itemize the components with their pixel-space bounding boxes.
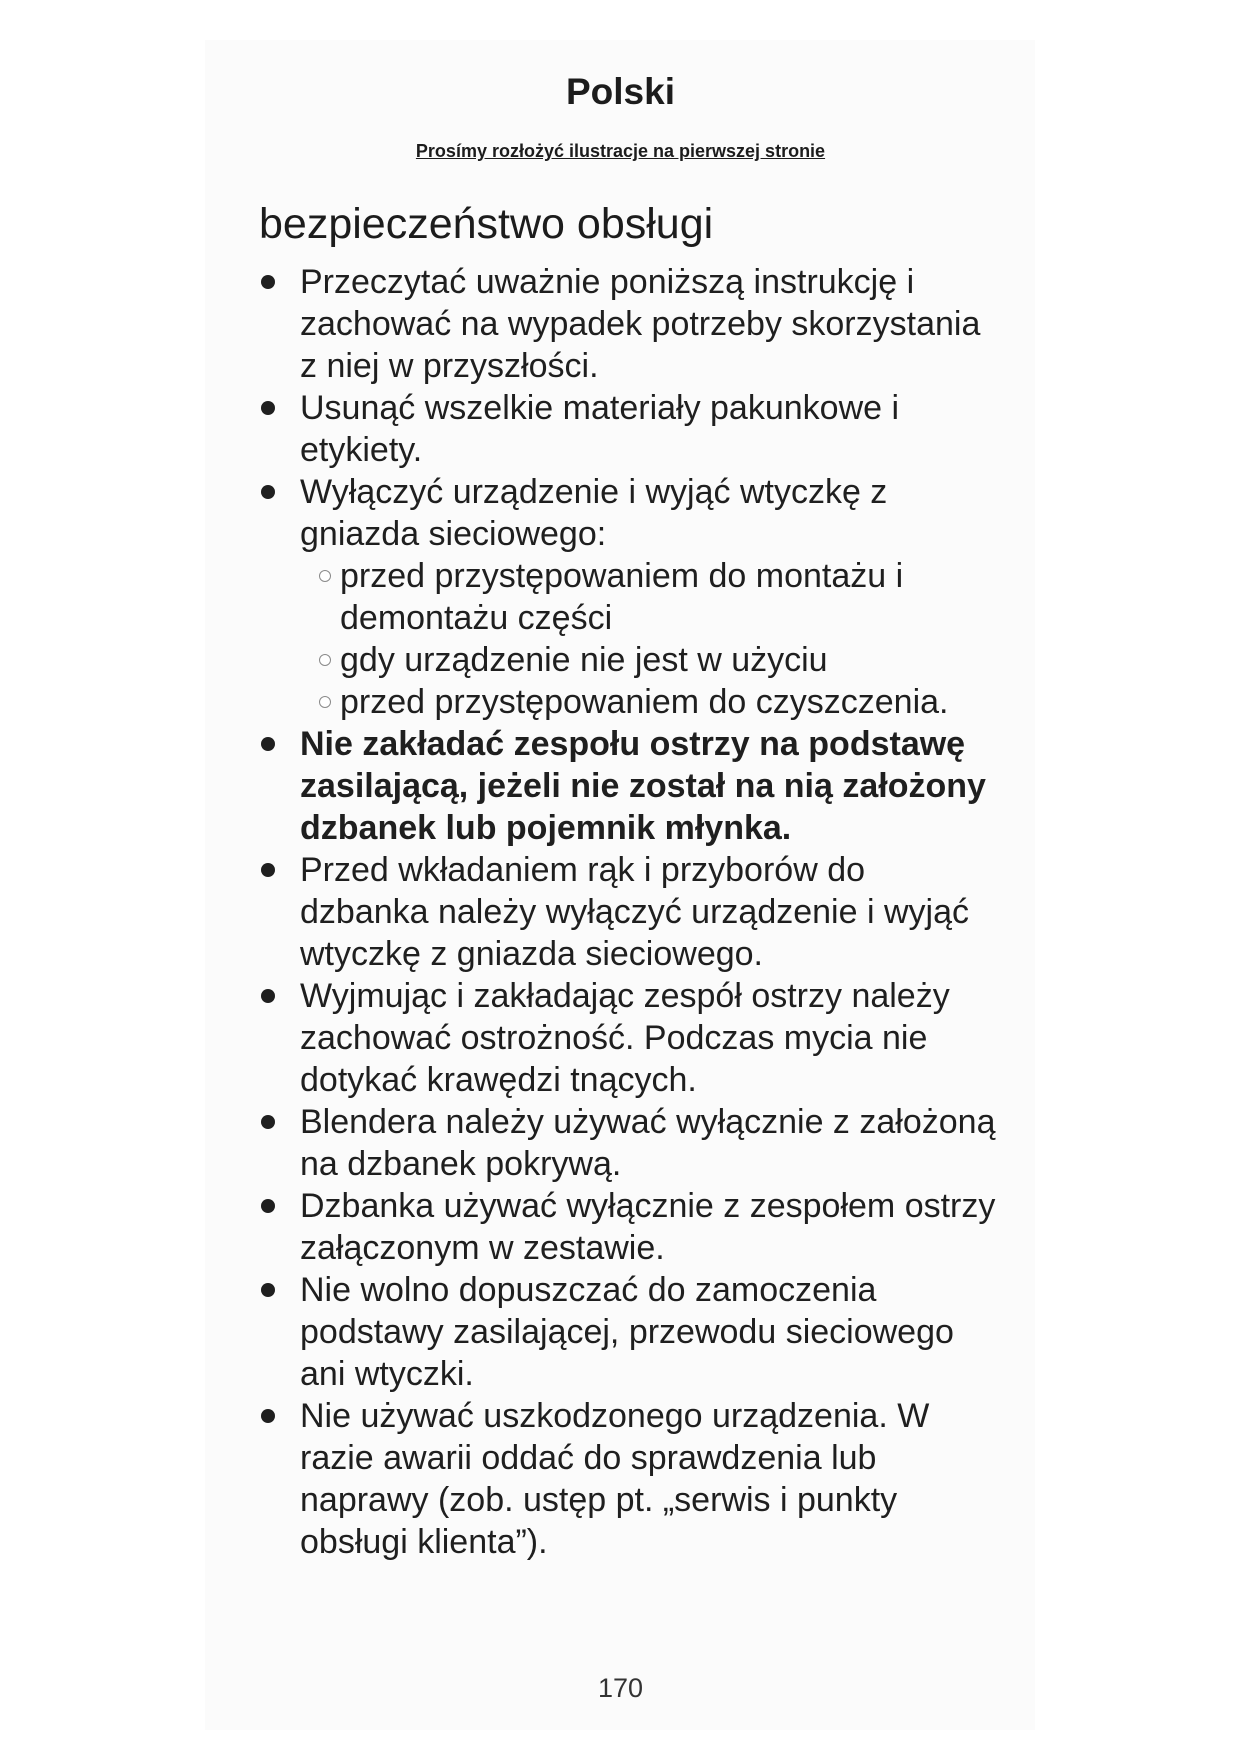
bullet-icon <box>261 1199 275 1213</box>
list-item-text: Dzbanka używać wyłącznie z zespołem ostrzy załączonym w zestawie. <box>300 1187 996 1267</box>
bullet-icon <box>261 863 275 877</box>
safety-list <box>258 261 998 1563</box>
bullet-icon <box>261 737 275 751</box>
illustration-note: Prosímy rozłożyć ilustracje na pierwszej stronie <box>415 141 826 161</box>
section-title: bezpieczeństwo obsługi <box>259 200 714 248</box>
list-item-warning <box>258 723 998 849</box>
sub-list-item-text: gdy urządzenie nie jest w użyciu <box>340 641 828 679</box>
circle-bullet-icon <box>319 570 331 582</box>
list-item-text: Nie używać uszkodzonego urządzenia. W razie awarii oddać do sprawdzenia lub naprawy (zob. ustęp pt. „serwis i punkty obsługi klienta”). <box>300 1397 930 1561</box>
list-item <box>258 1101 998 1185</box>
list-item-text: Blendera należy używać wyłącznie z założoną na dzbanek pokrywą. <box>300 1103 996 1183</box>
bullet-icon <box>261 989 275 1003</box>
list-item-text: Przeczytać uważnie poniższą instrukcję i zachować na wypadek potrzeby skorzystania z niej w przyszłości. <box>300 263 981 385</box>
bullet-icon <box>261 1409 275 1423</box>
bullet-icon <box>261 1115 275 1129</box>
list-item <box>258 1395 998 1563</box>
list-item-text: Nie zakładać zespołu ostrzy na podstawę zasilającą, jeżeli nie został na nią założony dzbanek lub pojemnik młynka. <box>300 725 986 847</box>
list-item-text: Wyłączyć urządzenie i wyjąć wtyczkę z gniazda sieciowego: <box>300 473 888 553</box>
page-number: 170 <box>597 1673 644 1703</box>
sub-list-item <box>300 639 998 681</box>
list-item <box>258 849 998 975</box>
bullet-icon <box>261 485 275 499</box>
list-item <box>258 975 998 1101</box>
sub-list <box>300 555 998 723</box>
sub-list-item <box>300 681 998 723</box>
list-item <box>258 387 998 471</box>
sub-list-item <box>300 555 998 639</box>
sub-list-item-text: przed przystępowaniem do czyszczenia. <box>340 683 949 721</box>
circle-bullet-icon <box>319 696 331 708</box>
list-item-text: Nie wolno dopuszczać do zamoczenia podstawy zasilającej, przewodu sieciowego ani wtyczki. <box>300 1271 954 1393</box>
bullet-icon <box>261 275 275 289</box>
bullet-icon <box>261 1283 275 1297</box>
list-item-text: Przed wkładaniem rąk i przyborów do dzbanka należy wyłączyć urządzenie i wyjąć wtyczkę z gniazda sieciowego. <box>300 851 969 973</box>
bullet-icon <box>261 401 275 415</box>
list-item-text: Usunąć wszelkie materiały pakunkowe i etykiety. <box>300 389 900 469</box>
list-item <box>258 1185 998 1269</box>
list-item <box>258 1269 998 1395</box>
sub-list-item-text: przed przystępowaniem do montażu i demontażu części <box>340 557 904 637</box>
list-item <box>258 471 998 723</box>
list-item-text: Wyjmując i zakładając zespół ostrzy należy zachować ostrożność. Podczas mycia nie dotykać krawędzi tnących. <box>300 977 950 1099</box>
language-heading: Polski <box>566 71 675 112</box>
list-item <box>258 261 998 387</box>
circle-bullet-icon <box>319 654 331 666</box>
